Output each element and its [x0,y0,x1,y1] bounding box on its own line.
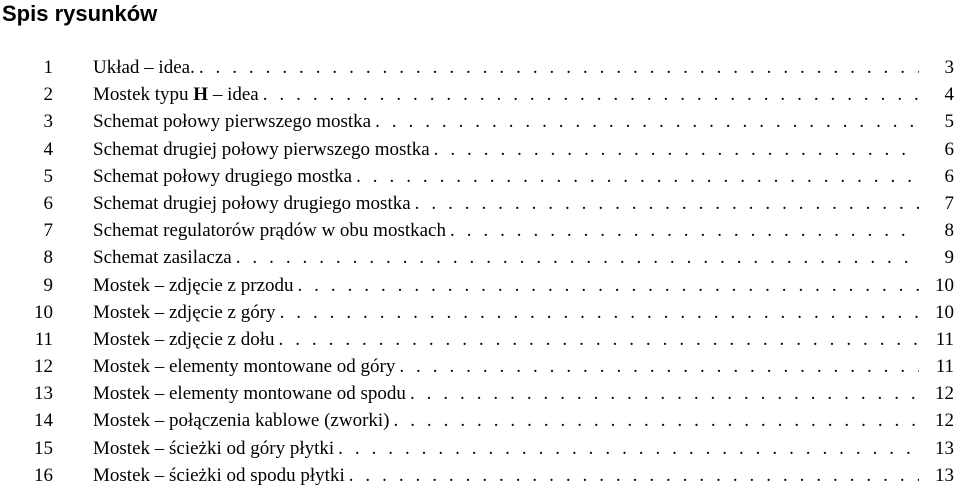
toc-entry[interactable] [0,54,960,81]
page-number: 13 [935,437,954,459]
dot-leader [236,244,919,271]
figure-title: Mostek typu H – idea [93,81,263,108]
figure-title: Schemat połowy pierwszego mostka [93,108,375,135]
dot-leader [279,326,919,353]
dot-leader [199,54,919,81]
figure-number: 4 [43,138,53,160]
dot-leader [375,108,919,135]
figure-title: Mostek – ścieżki od spodu płytki [93,462,349,489]
toc-entry[interactable] [0,462,960,489]
figure-number: 5 [43,165,53,187]
dot-leader [297,272,919,299]
figure-number: 6 [43,192,53,214]
page-number: 3 [944,57,954,78]
page-number: 6 [944,138,954,160]
toc-entry[interactable] [0,435,960,462]
page-number: 4 [944,84,954,106]
figure-number: 15 [34,437,53,459]
figure-number: 8 [43,247,53,269]
figure-title: Schemat zasilacza [93,244,236,271]
figure-title: Mostek – elementy montowane od góry [93,353,399,380]
figure-title: Mostek – zdjęcie z góry [93,299,280,326]
page-number: 11 [935,356,954,378]
toc-entry[interactable] [0,407,960,434]
dot-leader [356,163,919,190]
toc-entry[interactable] [0,380,960,407]
dot-leader [399,353,919,380]
figure-number: 16 [34,464,53,486]
figure-title: Schemat regulatorów prądów w obu mostkach [93,217,450,244]
page-title: Spis rysunków [2,1,158,26]
dot-leader [349,462,919,489]
figure-title: Mostek – zdjęcie z przodu [93,272,297,299]
dot-leader [450,217,919,244]
toc-entry[interactable] [0,108,960,135]
figure-number: 7 [43,220,53,242]
page-number: 13 [935,464,954,486]
figure-number: 10 [34,301,53,323]
toc-entry[interactable] [0,299,960,326]
dot-leader [415,190,919,217]
figure-number: 3 [43,111,53,133]
page-number: 5 [944,111,954,133]
dot-leader [280,299,919,326]
page-number: 10 [935,301,954,323]
figure-number: 9 [43,274,53,296]
figure-title: Schemat drugiej połowy drugiego mostka [93,190,415,217]
toc-entry[interactable] [0,272,960,299]
toc-entry[interactable] [0,326,960,353]
toc-entry[interactable] [0,163,960,190]
toc-entry[interactable] [0,190,960,217]
figure-title: Schemat połowy drugiego mostka [93,163,356,190]
dot-leader [338,435,919,462]
figure-number: 1 [43,57,53,78]
figure-title: Układ – idea. [93,54,199,81]
toc-entry[interactable] [0,81,960,108]
figure-number: 11 [34,328,53,350]
toc-entry[interactable] [0,244,960,271]
figure-title: Mostek – elementy montowane od spodu [93,380,410,407]
figure-number: 2 [43,84,53,106]
figure-number: 14 [34,410,53,432]
page-number: 7 [944,192,954,214]
figure-number: 12 [34,356,53,378]
page-number: 12 [935,383,954,405]
page-number: 11 [935,328,954,350]
figure-title: Mostek – połączenia kablowe (zworki) [93,407,394,434]
figure-number: 13 [34,383,53,405]
figure-title: Schemat drugiej połowy pierwszego mostka [93,136,434,163]
page-number: 6 [944,165,954,187]
page-number: 12 [935,410,954,432]
figure-title: Mostek – ścieżki od góry płytki [93,435,338,462]
toc-entry[interactable] [0,217,960,244]
dot-leader [394,407,919,434]
toc-entry[interactable] [0,136,960,163]
toc-entry[interactable] [0,353,960,380]
dot-leader [434,136,919,163]
figure-title: Mostek – zdjęcie z dołu [93,326,279,353]
page-number: 8 [944,220,954,242]
page-number: 10 [935,274,954,296]
dot-leader [410,380,919,407]
dot-leader [263,81,919,108]
page-number: 9 [944,247,954,269]
list-of-figures [0,54,960,489]
